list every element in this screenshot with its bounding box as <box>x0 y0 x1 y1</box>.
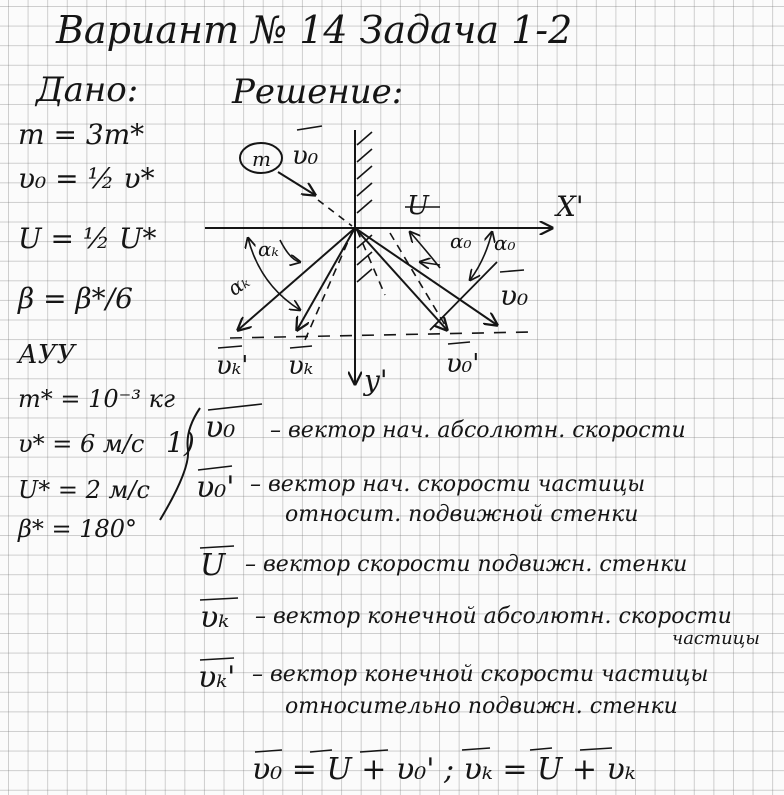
alpha-k-label-outer: αₖ <box>222 268 254 301</box>
u-parallelogram-side <box>430 262 497 330</box>
step-brace <box>160 408 200 520</box>
baseline-dashed <box>230 332 530 338</box>
given-mass: m = 3m* <box>18 118 145 151</box>
vk-prime-label: υₖ' <box>216 351 249 381</box>
x-axis-label: X' <box>556 190 584 223</box>
def-vk-text: – вектор конечной абсолютн. скорости <box>255 604 732 629</box>
alpha-0-label-left: α₀ <box>450 229 472 253</box>
normal-dashed-right <box>390 233 445 325</box>
def-v0-prime-text-line2: относит. подвижной стенки <box>285 502 639 527</box>
v0-vector <box>355 228 497 325</box>
alpha-0-arc-right <box>470 232 492 280</box>
def-vk-prime-text: – вектор конечной скорости частицы <box>252 662 709 687</box>
vk-vector <box>297 228 355 330</box>
vk-label: υₖ <box>288 351 314 381</box>
alpha-k-label-inner: αₖ <box>258 237 279 261</box>
alpha-k-arc-inner <box>280 240 300 262</box>
step-number: 1) <box>166 426 195 459</box>
v0-top-label: υ₀ <box>292 141 319 171</box>
y-axis-label: y' <box>364 364 388 397</box>
def-vk-symbol: υₖ <box>200 600 230 635</box>
incoming-path <box>318 200 352 226</box>
def-v0-symbol: υ₀ <box>205 410 236 445</box>
given-heading: Дано: <box>36 70 139 110</box>
vk-prime-vector <box>238 228 355 330</box>
incoming-arrow <box>278 172 315 195</box>
v0-prime-vector <box>355 228 447 330</box>
v0-right-label: υ₀ <box>500 279 529 312</box>
alpha-0-label-right: α₀ <box>494 231 516 255</box>
given-unit-wall-speed: U* = 2 м/с <box>18 476 150 504</box>
u-label: U <box>407 191 429 221</box>
normal-dashed-left <box>305 230 353 340</box>
def-vk-prime-symbol: υₖ' <box>198 660 236 695</box>
given-unit-mass: m* = 10⁻³ кг <box>18 385 176 413</box>
velocity-equation: υ₀ = U + υ₀' ; υₖ = U + υₖ <box>252 752 636 787</box>
v0-prime-label: υ₀' <box>446 349 480 379</box>
given-wall-speed: U = ½ U* <box>18 222 157 255</box>
def-v0-prime-symbol: υ₀' <box>196 470 235 505</box>
def-u-symbol: U <box>200 548 226 583</box>
given-unit-angle: β* = 180° <box>18 515 138 543</box>
solution-heading: Решение: <box>232 72 404 112</box>
def-vk-text-line2: частицы <box>672 628 760 649</box>
page-title: Вариант № 14 Задача 1-2 <box>56 8 573 52</box>
given-unit-speed: υ* = 6 м/с <box>18 430 145 458</box>
given-reference-unit: АУУ <box>18 340 76 370</box>
particle-label: m <box>252 147 271 171</box>
given-angle: β = β*/6 <box>18 282 133 315</box>
def-u-text: – вектор скорости подвижн. стенки <box>245 552 688 577</box>
def-vk-prime-text-line2: относительно подвижн. стенки <box>285 694 678 719</box>
def-v0-text: – вектор нач. абсолютн. скорости <box>270 418 686 443</box>
given-initial-speed: υ₀ = ½ υ* <box>18 162 155 195</box>
def-v0-prime-text: – вектор нач. скорости частицы <box>250 472 646 497</box>
